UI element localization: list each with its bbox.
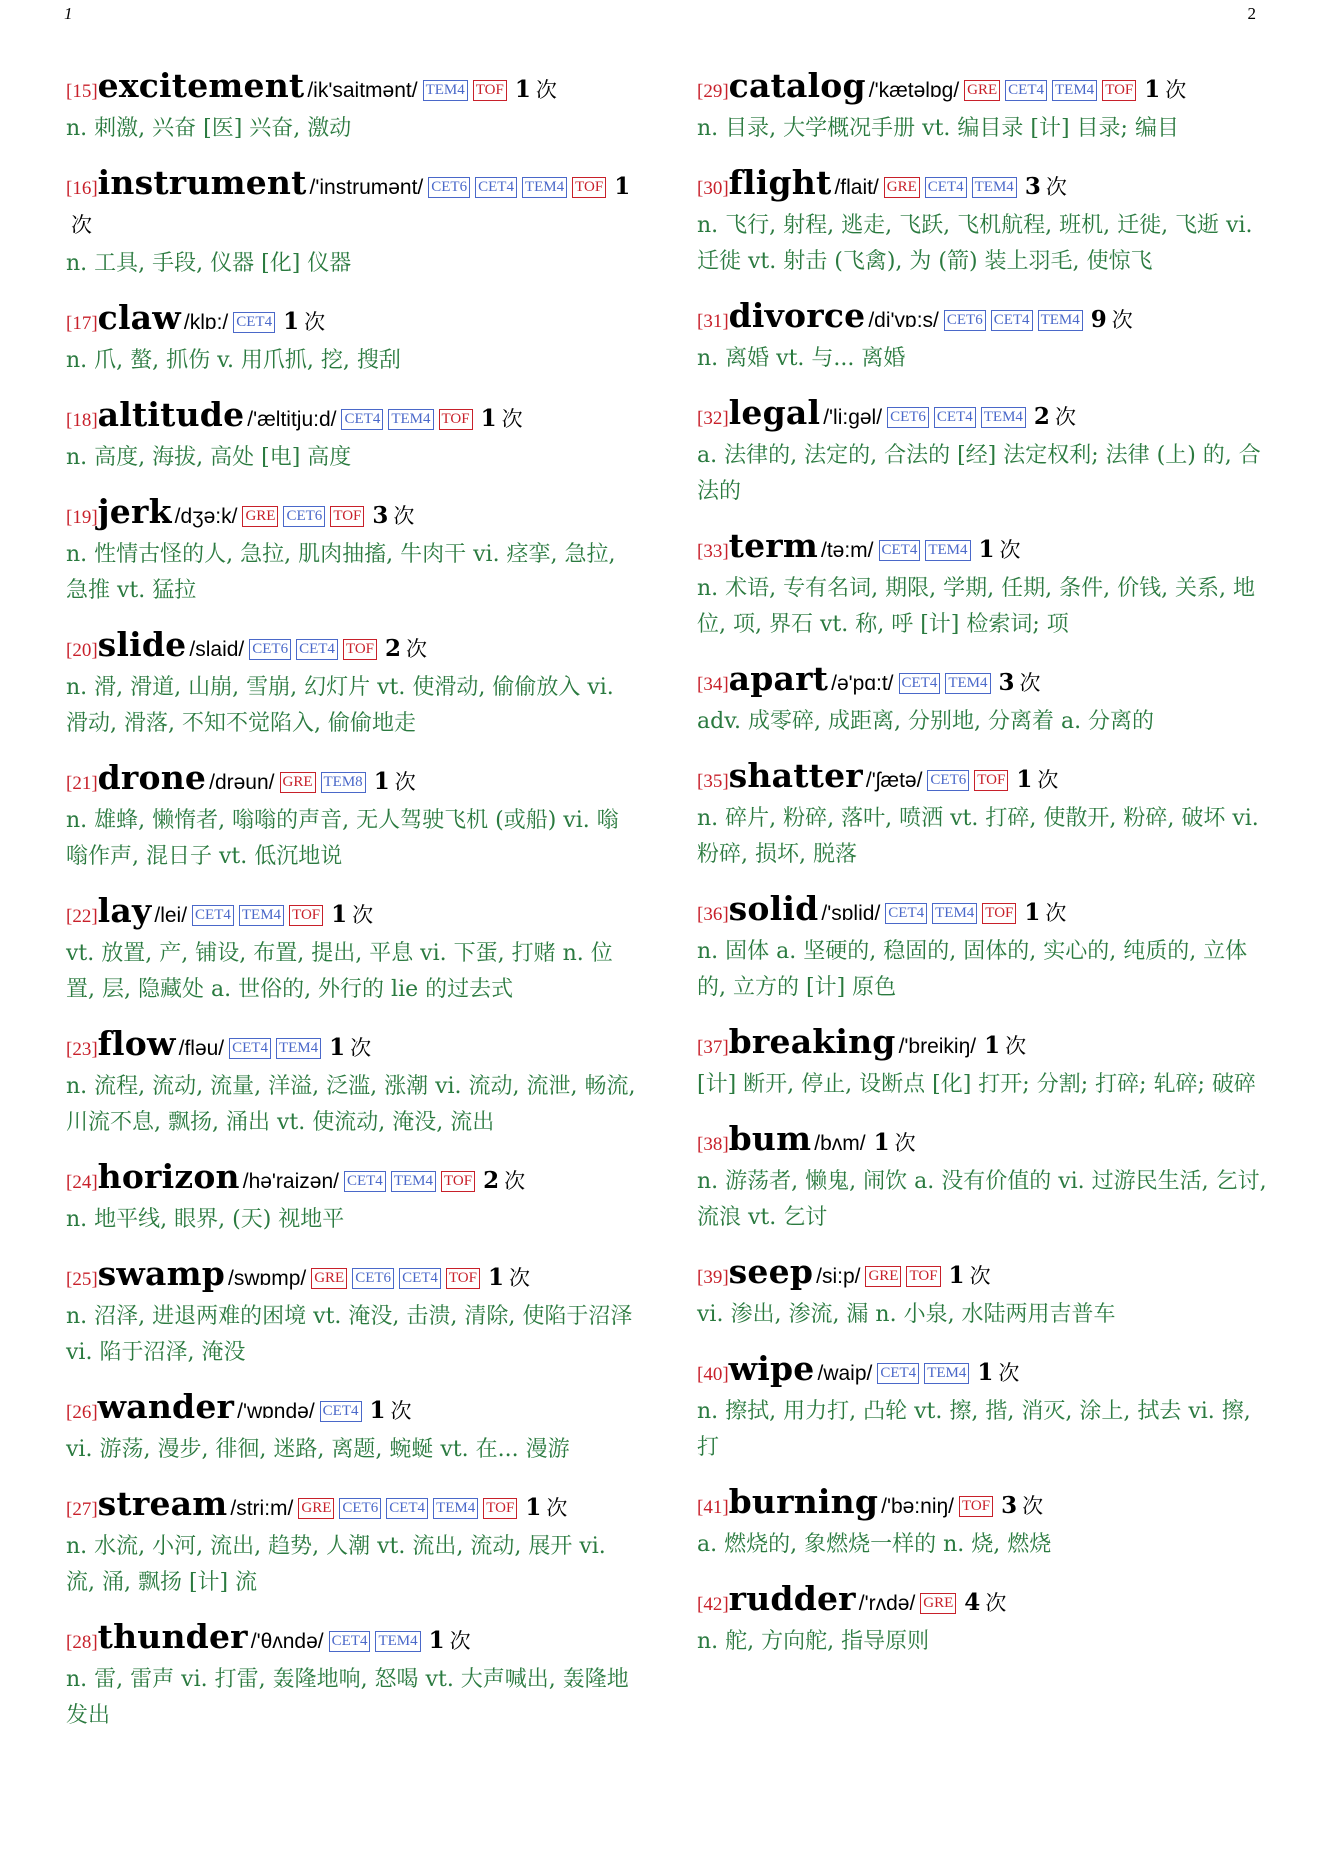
headword: wander [97, 1387, 235, 1426]
entry-header [697, 165, 1271, 207]
entry-header [697, 891, 1271, 933]
count-suffix: 次 [1054, 405, 1076, 429]
entry-header [697, 395, 1271, 437]
occurrence-count: 1 [480, 405, 497, 432]
headword: term [728, 526, 818, 565]
count-suffix: 次 [504, 1169, 526, 1193]
vocab-entry [66, 397, 640, 476]
entry-index: [35] [697, 771, 729, 792]
entry-header [66, 627, 640, 669]
entry-header [697, 1121, 1271, 1163]
occurrence-count: 1 [283, 308, 300, 335]
exam-tag: TOF [906, 1266, 940, 1287]
exam-tag: TOF [473, 80, 507, 101]
exam-tag: CET4 [399, 1268, 441, 1289]
pronunciation: /fləu/ [178, 1037, 225, 1060]
pronunciation: /si:p/ [816, 1265, 861, 1288]
entry-index: [28] [66, 1632, 98, 1653]
occurrence-count: 1 [1024, 899, 1041, 926]
entry-header [66, 1256, 640, 1298]
definition: n. 滑, 滑道, 山崩, 雪崩, 幻灯片 vt. 使滑动, 偷偷放入 vi. 滑动, 滑落, 不知不觉陷入, 偷偷地走 [66, 675, 614, 736]
entry-index: [34] [697, 674, 729, 695]
count-suffix: 次 [71, 213, 92, 237]
pronunciation: /'ʃætə/ [865, 769, 923, 792]
vocab-entry [66, 300, 640, 379]
entry-header [697, 298, 1271, 340]
pronunciation: /slaid/ [189, 638, 245, 661]
pronunciation: /ik'saitmənt/ [307, 79, 418, 102]
pronunciation: /'li:gəl/ [823, 406, 883, 429]
definition: vi. 游荡, 漫步, 徘徊, 迷路, 离题, 蜿蜒 vt. 在... 漫游 [66, 1437, 570, 1462]
definition: n. 飞行, 射程, 逃走, 飞跃, 飞机航程, 班机, 迁徙, 飞逝 vi. 迁徙 vt. 射击 (飞禽), 为 (箭) 装上羽毛, 使惊飞 [697, 213, 1253, 274]
exam-tag: GRE [865, 1266, 901, 1287]
definition: n. 雷, 雷声 vi. 打雷, 轰隆地响, 怒喝 vt. 大声喊出, 轰隆地发出 [66, 1667, 629, 1728]
entry-index: [19] [66, 507, 98, 528]
exam-tag: CET4 [386, 1498, 428, 1519]
exam-tag: CET6 [339, 1498, 381, 1519]
entry-index: [41] [697, 1497, 729, 1518]
definition: vt. 放置, 产, 铺设, 布置, 提出, 平息 vi. 下蛋, 打赌 n. 位置, 层, 隐藏处 a. 世俗的, 外行的 lie 的过去式 [66, 941, 613, 1002]
occurrence-count: 4 [964, 1589, 981, 1616]
count-suffix: 次 [501, 407, 523, 431]
pronunciation: /tə:m/ [821, 539, 874, 562]
entry-index: [16] [66, 178, 98, 199]
exam-tag: CET4 [233, 312, 275, 333]
pronunciation: /'sɒlid/ [821, 902, 881, 925]
pronunciation: /'θʌndə/ [250, 1630, 324, 1653]
entry-header [66, 397, 640, 439]
exam-tag: CET6 [428, 177, 470, 198]
exam-tag: TEM4 [522, 177, 567, 198]
occurrence-count: 1 [1144, 76, 1161, 103]
occurrence-count: 1 [948, 1262, 965, 1289]
entry-header [697, 1024, 1271, 1066]
count-suffix: 次 [998, 1361, 1020, 1385]
occurrence-count: 1 [525, 1494, 542, 1521]
count-suffix: 次 [999, 538, 1021, 562]
entry-index: [20] [66, 640, 98, 661]
exam-tag: GRE [884, 177, 920, 198]
exam-tag: CET4 [934, 407, 976, 428]
pronunciation: /klɒ:/ [183, 311, 229, 334]
entry-index: [24] [66, 1172, 98, 1193]
vocab-entry [697, 758, 1271, 873]
exam-tag: GRE [311, 1268, 347, 1289]
exam-tag: CET6 [249, 639, 291, 660]
count-suffix: 次 [1045, 901, 1067, 925]
entry-header [66, 1486, 640, 1528]
definition: n. 舵, 方向舵, 指导原则 [697, 1629, 930, 1654]
exam-tag: TEM4 [981, 407, 1026, 428]
exam-tag: CET4 [341, 409, 383, 430]
exam-tag: CET4 [879, 540, 921, 561]
occurrence-count: 1 [984, 1032, 1001, 1059]
occurrence-count: 1 [873, 1129, 890, 1156]
occurrence-count: 1 [428, 1627, 445, 1654]
exam-tag: TOF [446, 1268, 480, 1289]
exam-tag: CET4 [1005, 80, 1047, 101]
headword: apart [728, 659, 829, 698]
entry-index: [15] [66, 81, 98, 102]
definition: n. 性情古怪的人, 急拉, 肌肉抽搐, 牛肉干 vi. 痉挛, 急拉, 急推 vt. 猛拉 [66, 542, 616, 603]
headword: burning [728, 1482, 879, 1521]
entry-header [66, 300, 640, 342]
entry-header [66, 68, 640, 110]
vocab-entry [697, 528, 1271, 643]
entry-index: [23] [66, 1039, 98, 1060]
exam-tag: GRE [242, 506, 278, 527]
exam-tag: TEM4 [391, 1171, 436, 1192]
vocab-entry [697, 1484, 1271, 1563]
exam-tag: CET4 [229, 1038, 271, 1059]
count-suffix: 次 [449, 1629, 471, 1653]
headword: stream [97, 1484, 228, 1523]
exam-tag: TOF [974, 770, 1008, 791]
headword: horizon [97, 1157, 240, 1196]
count-suffix: 次 [969, 1264, 991, 1288]
headword: breaking [728, 1022, 896, 1061]
occurrence-count: 9 [1090, 306, 1107, 333]
definition: n. 擦拭, 用力打, 凸轮 vt. 擦, 揩, 消灭, 涂上, 拭去 vi. 擦, 打 [697, 1399, 1251, 1460]
entry-header [66, 893, 640, 935]
vocab-entry [66, 1159, 640, 1238]
headword: slide [97, 625, 187, 664]
exam-tag: TEM4 [388, 409, 433, 430]
count-suffix: 次 [1005, 1034, 1027, 1058]
exam-tag: TOF [959, 1496, 993, 1517]
headword: shatter [728, 756, 863, 795]
occurrence-count: 2 [385, 635, 402, 662]
exam-tag: TOF [572, 177, 606, 198]
count-suffix: 次 [394, 770, 416, 794]
headword: thunder [97, 1617, 248, 1656]
pronunciation: /ə'pɑ:t/ [831, 672, 894, 695]
definition: n. 离婚 vt. 与... 离婚 [697, 346, 906, 371]
count-suffix: 次 [393, 504, 415, 528]
count-suffix: 次 [352, 903, 374, 927]
vocab-entry [697, 68, 1271, 147]
left-column [66, 68, 640, 1752]
entry-index: [30] [697, 178, 729, 199]
exam-tag: CET6 [283, 506, 325, 527]
count-suffix: 次 [304, 310, 326, 334]
exam-tag: GRE [920, 1593, 956, 1614]
exam-tag: TEM4 [945, 673, 990, 694]
entry-index: [39] [697, 1267, 729, 1288]
pronunciation: /hə'raizən/ [242, 1170, 339, 1193]
count-suffix: 次 [535, 78, 557, 102]
headword: legal [728, 393, 821, 432]
entry-index: [32] [697, 408, 729, 429]
exam-tag: TOF [330, 506, 364, 527]
entry-header [66, 1026, 640, 1068]
count-suffix: 次 [406, 637, 428, 661]
vocab-entry [697, 1351, 1271, 1466]
pronunciation: /'wɒndə/ [237, 1400, 315, 1423]
exam-tag: CET6 [352, 1268, 394, 1289]
headword: lay [97, 891, 152, 930]
vocab-entry [66, 1026, 640, 1141]
vocab-entry [66, 760, 640, 875]
exam-tag: CET4 [877, 1363, 919, 1384]
exam-tag: TEM4 [924, 1363, 969, 1384]
pronunciation: /'rʌdə/ [858, 1592, 916, 1615]
exam-tag: CET6 [927, 770, 969, 791]
exam-tag: TEM4 [276, 1038, 321, 1059]
definition: n. 目录, 大学概况手册 vt. 编目录 [计] 目录; 编目 [697, 116, 1179, 141]
count-suffix: 次 [350, 1036, 372, 1060]
exam-tag: TOF [1102, 80, 1136, 101]
exam-tag: TOF [289, 905, 323, 926]
vocab-entry [697, 661, 1271, 740]
entry-index: [25] [66, 1269, 98, 1290]
occurrence-count: 1 [369, 1397, 386, 1424]
exam-tag: TOF [343, 639, 377, 660]
exam-tag: TEM4 [925, 540, 970, 561]
pronunciation: /'kætəlɒg/ [868, 79, 960, 102]
exam-tag: TEM4 [433, 1498, 478, 1519]
exam-tag: CET6 [887, 407, 929, 428]
definition: adv. 成零碎, 成距离, 分别地, 分离着 a. 分离的 [697, 709, 1155, 734]
vocab-entry [66, 1486, 640, 1601]
headword: swamp [97, 1254, 226, 1293]
entry-header [66, 1159, 640, 1201]
exam-tag: CET6 [944, 310, 986, 331]
vocab-entry [697, 1024, 1271, 1103]
pronunciation: /lei/ [154, 904, 188, 927]
count-suffix: 次 [894, 1131, 916, 1155]
vocab-entry [66, 1619, 640, 1734]
occurrence-count: 1 [978, 536, 995, 563]
count-suffix: 次 [1037, 768, 1059, 792]
definition: n. 固体 a. 坚硬的, 稳固的, 固体的, 实心的, 纯质的, 立体的, 立方的 [计] 原色 [697, 939, 1248, 1000]
pronunciation: /'instrumənt/ [309, 176, 424, 199]
headword: instrument [97, 163, 307, 202]
occurrence-count: 2 [483, 1167, 500, 1194]
exam-tag: TOF [441, 1171, 475, 1192]
entry-header [697, 1484, 1271, 1526]
pronunciation: /'bə:niŋ/ [881, 1495, 955, 1518]
exam-tag: CET4 [192, 905, 234, 926]
definition: a. 燃烧的, 象燃烧一样的 n. 烧, 燃烧 [697, 1532, 1052, 1557]
entry-index: [38] [697, 1134, 729, 1155]
entry-index: [36] [697, 904, 729, 925]
exam-tag: TEM4 [375, 1631, 420, 1652]
entry-index: [31] [697, 311, 729, 332]
occurrence-count: 3 [372, 502, 389, 529]
exam-tag: CET4 [320, 1401, 362, 1422]
exam-tag: CET4 [885, 903, 927, 924]
vocab-entry [697, 298, 1271, 377]
definition: n. 刺激, 兴奋 [医] 兴奋, 激动 [66, 116, 352, 141]
definition: n. 雄蜂, 懒惰者, 嗡嗡的声音, 无人驾驶飞机 (或船) vi. 嗡嗡作声, 混日子 vt. 低沉地说 [66, 808, 619, 869]
occurrence-count: 1 [1016, 766, 1033, 793]
pronunciation: /drəun/ [209, 771, 275, 794]
entry-index: [40] [697, 1364, 729, 1385]
definition: n. 地平线, 眼界, (天) 视地平 [66, 1207, 345, 1232]
entry-header [697, 1254, 1271, 1296]
entry-header [697, 758, 1271, 800]
occurrence-count: 2 [1033, 403, 1050, 430]
exam-tag: CET4 [475, 177, 517, 198]
entry-index: [26] [66, 1402, 98, 1423]
pronunciation: /'æltitju:d/ [247, 408, 337, 431]
exam-tag: CET4 [899, 673, 941, 694]
definition: n. 术语, 专有名词, 期限, 学期, 任期, 条件, 价钱, 关系, 地位, 项, 界石 vt. 称, 呼 [计] 检索词; 项 [697, 576, 1256, 637]
occurrence-count: 1 [614, 173, 631, 200]
pronunciation: /bʌm/ [814, 1132, 866, 1155]
entry-header [66, 1619, 640, 1661]
exam-tag: TEM4 [239, 905, 284, 926]
entry-header [697, 661, 1271, 703]
vocab-entry [66, 68, 640, 147]
occurrence-count: 1 [329, 1034, 346, 1061]
entry-index: [33] [697, 541, 729, 562]
definition: n. 碎片, 粉碎, 落叶, 喷洒 vt. 打碎, 使散开, 粉碎, 破坏 vi. 粉碎, 损坏, 脱落 [697, 806, 1259, 867]
entry-header [66, 760, 640, 802]
vocab-entry [66, 1389, 640, 1468]
pronunciation: /dʒə:k/ [174, 505, 238, 528]
entry-header [697, 1351, 1271, 1393]
definition: n. 水流, 小河, 流出, 趋势, 人潮 vt. 流出, 流动, 展开 vi. 流, 涌, 飘扬 [计] 流 [66, 1534, 606, 1595]
definition: n. 爪, 螯, 抓伤 v. 用爪抓, 挖, 搜刮 [66, 348, 401, 373]
exam-tag: CET4 [329, 1631, 371, 1652]
count-suffix: 次 [546, 1496, 568, 1520]
entry-index: [17] [66, 313, 98, 334]
pronunciation: /swɒmp/ [228, 1267, 307, 1290]
pronunciation: /waip/ [817, 1362, 873, 1385]
vocab-entry [697, 395, 1271, 510]
vocab-entry [697, 1581, 1271, 1660]
count-suffix: 次 [1165, 78, 1187, 102]
exam-tag: TEM4 [972, 177, 1017, 198]
exam-tag: GRE [298, 1498, 334, 1519]
headword: catalog [728, 66, 866, 105]
entry-header [66, 165, 640, 245]
vocab-entry [697, 1121, 1271, 1236]
page-number-right: 2 [1247, 4, 1256, 23]
entry-index: [22] [66, 906, 98, 927]
vocab-entry [66, 893, 640, 1008]
count-suffix: 次 [1019, 671, 1041, 695]
exam-tag: TEM4 [932, 903, 977, 924]
occurrence-count: 1 [487, 1264, 504, 1291]
definition: a. 法律的, 法定的, 合法的 [经] 法定权利; 法律 (上) 的, 合法的 [697, 443, 1261, 504]
vocab-entry [66, 627, 640, 742]
headword: solid [728, 889, 819, 928]
entry-index: [21] [66, 773, 98, 794]
count-suffix: 次 [390, 1399, 412, 1423]
occurrence-count: 1 [373, 768, 390, 795]
vocab-entry [697, 891, 1271, 1006]
entry-header [697, 68, 1271, 110]
definition: n. 工具, 手段, 仪器 [化] 仪器 [66, 251, 352, 276]
count-suffix: 次 [985, 1591, 1007, 1615]
exam-tag: TEM4 [1038, 310, 1083, 331]
entry-header [697, 528, 1271, 570]
vocab-entry [66, 165, 640, 282]
exam-tag: TEM4 [1052, 80, 1097, 101]
entry-header [66, 1389, 640, 1431]
exam-tag: CET4 [296, 639, 338, 660]
vocab-entry [66, 1256, 640, 1371]
entry-header [66, 494, 640, 536]
entry-index: [27] [66, 1499, 98, 1520]
count-suffix: 次 [1045, 175, 1067, 199]
occurrence-count: 3 [998, 669, 1015, 696]
vocab-entry [697, 1254, 1271, 1333]
entry-index: [29] [697, 81, 729, 102]
headword: wipe [728, 1349, 815, 1388]
occurrence-count: 3 [1024, 173, 1041, 200]
occurrence-count: 1 [514, 76, 531, 103]
occurrence-count: 1 [977, 1359, 994, 1386]
exam-tag: CET4 [991, 310, 1033, 331]
pronunciation: /di'vɒ:s/ [868, 309, 939, 332]
definition: [计] 断开, 停止, 设断点 [化] 打开; 分割; 打碎; 轧碎; 破碎 [697, 1072, 1256, 1097]
pronunciation: /stri:m/ [230, 1497, 294, 1520]
entry-index: [42] [697, 1594, 729, 1615]
headword: seep [728, 1252, 814, 1291]
headword: flow [97, 1024, 176, 1063]
headword: drone [97, 758, 207, 797]
definition: n. 流程, 流动, 流量, 洋溢, 泛滥, 涨潮 vi. 流动, 流泄, 畅流, 川流不息, 飘扬, 涌出 vt. 使流动, 淹没, 流出 [66, 1074, 636, 1135]
page-number-left: 1 [64, 4, 73, 23]
entry-index: [18] [66, 410, 98, 431]
exam-tag: CET4 [344, 1171, 386, 1192]
definition: n. 沼泽, 进退两难的困境 vt. 淹没, 击溃, 清除, 使陷于沼泽 vi. 陷于沼泽, 淹没 [66, 1304, 633, 1365]
headword: excitement [97, 66, 305, 105]
exam-tag: TOF [483, 1498, 517, 1519]
entry-header [697, 1581, 1271, 1623]
definition: vi. 渗出, 渗流, 漏 n. 小泉, 水陆两用吉普车 [697, 1302, 1116, 1327]
count-suffix: 次 [509, 1266, 530, 1290]
definition: n. 游荡者, 懒鬼, 闹饮 a. 没有价值的 vi. 过游民生活, 乞讨, 流浪 vt. 乞讨 [697, 1169, 1267, 1230]
vocab-entry [697, 165, 1271, 280]
occurrence-count: 3 [1001, 1492, 1018, 1519]
headword: jerk [97, 492, 172, 531]
headword: flight [728, 163, 832, 202]
count-suffix: 次 [1111, 308, 1133, 332]
headword: divorce [728, 296, 866, 335]
vocab-entry [66, 494, 640, 609]
occurrence-count: 1 [331, 901, 348, 928]
exam-tag: TEM8 [321, 772, 366, 793]
exam-tag: GRE [964, 80, 1000, 101]
entry-index: [37] [697, 1037, 729, 1058]
exam-tag: GRE [280, 772, 316, 793]
exam-tag: CET4 [925, 177, 967, 198]
count-suffix: 次 [1022, 1494, 1044, 1518]
exam-tag: TOF [982, 903, 1016, 924]
headword: rudder [728, 1579, 856, 1618]
headword: bum [728, 1119, 812, 1158]
pronunciation: /flait/ [834, 176, 879, 199]
headword: altitude [97, 395, 245, 434]
pronunciation: /'breikiŋ/ [898, 1035, 977, 1058]
definition: n. 高度, 海拔, 高处 [电] 高度 [66, 445, 352, 470]
exam-tag: TEM4 [423, 80, 468, 101]
exam-tag: TOF [439, 409, 473, 430]
headword: claw [97, 298, 181, 337]
right-column [697, 68, 1271, 1678]
